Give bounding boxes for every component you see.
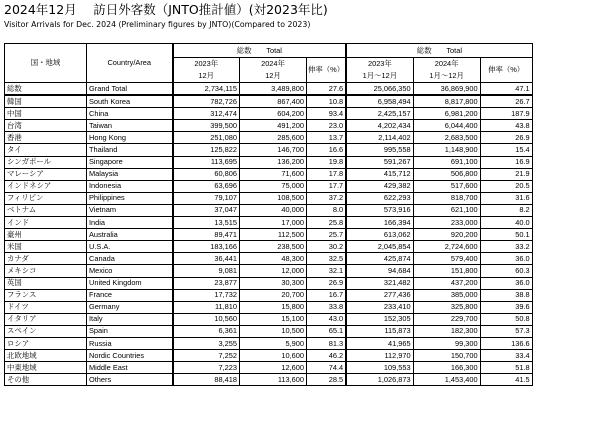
header-country-jp: 国・地域 [5,44,87,83]
dec-growth-value: 37.2 [307,192,347,204]
header-ytd-2023: 2023年 1月～12月 [346,58,413,83]
ytd-growth-value: 41.5 [480,374,532,386]
table-row [5,301,585,313]
dec-growth-value: 74.4 [307,362,347,374]
table-row [5,325,585,337]
dec-2024-value: 48,300 [240,253,307,265]
ytd-2023-value: 2,114,402 [346,132,413,144]
dec-2024-value: 5,900 [240,337,307,349]
table-row [5,144,585,156]
country-en: Philippines [87,192,173,204]
dec-growth-value: 65.1 [307,325,347,337]
dec-2024-value: 12,000 [240,265,307,277]
ytd-2023-value: 94,684 [346,265,413,277]
table-row [5,277,585,289]
country-jp: インドネシア [5,180,87,192]
dec-2023-value: 2,734,115 [173,83,240,96]
ytd-2023-value: 41,965 [346,337,413,349]
dec-growth-value: 81.3 [307,337,347,349]
country-jp: ロシア [5,337,87,349]
country-en: China [87,108,173,120]
ytd-2024-value: 325,800 [413,301,480,313]
dec-2024-value: 17,000 [240,217,307,229]
dec-2024-value: 40,000 [240,204,307,216]
ytd-2024-value: 437,200 [413,277,480,289]
ytd-2024-value: 36,869,900 [413,83,480,96]
dec-2024-value: 71,600 [240,168,307,180]
dec-growth-value: 32.1 [307,265,347,277]
ytd-growth-value: 43.8 [480,120,532,132]
country-en: Spain [87,325,173,337]
country-jp: ベトナム [5,204,87,216]
ytd-2024-value: 621,100 [413,204,480,216]
table-row [5,95,585,108]
country-jp: 豪州 [5,229,87,241]
dec-2023-value: 3,255 [173,337,240,349]
ytd-2024-value: 166,300 [413,362,480,374]
ytd-2023-value: 995,558 [346,144,413,156]
country-jp: フィリピン [5,192,87,204]
dec-2024-value: 30,300 [240,277,307,289]
country-jp: インド [5,217,87,229]
ytd-2023-value: 277,436 [346,289,413,301]
ytd-2023-value: 109,553 [346,362,413,374]
country-en: Indonesia [87,180,173,192]
dec-growth-value: 30.2 [307,241,347,253]
dec-2023-value: 89,471 [173,229,240,241]
ytd-2024-value: 1,453,400 [413,374,480,386]
dec-2024-value: 75,000 [240,180,307,192]
country-en: Nordic Countries [87,350,173,362]
ytd-2024-value: 182,300 [413,325,480,337]
dec-growth-value: 27.6 [307,83,347,96]
country-en: Singapore [87,156,173,168]
country-jp: 台湾 [5,120,87,132]
dec-growth-value: 33.8 [307,301,347,313]
table-row [5,229,585,241]
ytd-2023-value: 112,970 [346,350,413,362]
dec-2023-value: 183,166 [173,241,240,253]
country-en: Canada [87,253,173,265]
country-en: Vietnam [87,204,173,216]
country-en: Mexico [87,265,173,277]
header-group-month-total: 総数 Total [173,44,347,58]
dec-2024-value: 108,500 [240,192,307,204]
ytd-2023-value: 1,026,873 [346,374,413,386]
table-row [5,253,585,265]
dec-2023-value: 125,822 [173,144,240,156]
table-row [5,362,585,374]
ytd-2023-value: 115,873 [346,325,413,337]
country-en: France [87,289,173,301]
ytd-growth-value: 31.6 [480,192,532,204]
country-jp: 米国 [5,241,87,253]
dec-2024-value: 136,200 [240,156,307,168]
ytd-2023-value: 25,066,350 [346,83,413,96]
dec-2024-value: 10,500 [240,325,307,337]
country-jp: カナダ [5,253,87,265]
ytd-2023-value: 233,410 [346,301,413,313]
ytd-2024-value: 229,700 [413,313,480,325]
ytd-growth-value: 50.1 [480,229,532,241]
country-en: Taiwan [87,120,173,132]
ytd-2023-value: 622,293 [346,192,413,204]
ytd-2024-value: 691,100 [413,156,480,168]
dec-growth-value: 43.0 [307,313,347,325]
dec-2024-value: 112,500 [240,229,307,241]
ytd-2023-value: 2,425,157 [346,108,413,120]
dec-growth-value: 32.5 [307,253,347,265]
header-group-ytd-total: 総数 Total [346,44,532,58]
dec-2023-value: 37,047 [173,204,240,216]
ytd-2024-value: 1,148,900 [413,144,480,156]
dec-2023-value: 312,474 [173,108,240,120]
dec-2023-value: 9,081 [173,265,240,277]
dec-growth-value: 16.7 [307,289,347,301]
country-en: Malaysia [87,168,173,180]
table-row [5,204,585,216]
ytd-2024-value: 6,044,400 [413,120,480,132]
dec-growth-value: 8.0 [307,204,347,216]
table-row [5,168,585,180]
ytd-2024-value: 579,400 [413,253,480,265]
country-en: Germany [87,301,173,313]
ytd-growth-value: 57.3 [480,325,532,337]
table-row [5,180,585,192]
country-jp: タイ [5,144,87,156]
country-jp: フランス [5,289,87,301]
dec-2023-value: 60,806 [173,168,240,180]
ytd-growth-value: 187.9 [480,108,532,120]
country-jp: その他 [5,374,87,386]
dec-growth-value: 46.2 [307,350,347,362]
country-jp: マレーシア [5,168,87,180]
country-en: Russia [87,337,173,349]
dec-2024-value: 15,100 [240,313,307,325]
dec-2024-value: 10,600 [240,350,307,362]
ytd-2023-value: 166,394 [346,217,413,229]
ytd-growth-value: 21.9 [480,168,532,180]
header-country-en: Country/Area [87,44,173,83]
dec-2023-value: 17,732 [173,289,240,301]
dec-2024-value: 285,600 [240,132,307,144]
dec-2023-value: 13,515 [173,217,240,229]
country-jp: メキシコ [5,265,87,277]
header-ytd-growth: 伸率（%） [480,58,532,83]
country-en: Grand Total [87,83,173,96]
ytd-2024-value: 506,800 [413,168,480,180]
page-title: 2024年12月 訪日外客数（JNTO推計値）(対2023年比) [4,2,328,17]
dec-2023-value: 88,418 [173,374,240,386]
dec-2024-value: 491,200 [240,120,307,132]
dec-growth-value: 93.4 [307,108,347,120]
country-en: South Korea [87,95,173,108]
ytd-growth-value: 38.8 [480,289,532,301]
dec-growth-value: 25.7 [307,229,347,241]
ytd-2024-value: 2,724,600 [413,241,480,253]
ytd-2023-value: 415,712 [346,168,413,180]
ytd-2023-value: 591,267 [346,156,413,168]
header-month-growth: 伸率（%） [307,58,347,83]
ytd-growth-value: 16.9 [480,156,532,168]
ytd-2023-value: 613,062 [346,229,413,241]
country-en: Thailand [87,144,173,156]
ytd-growth-value: 26.7 [480,95,532,108]
header-month-2023: 2023年 12月 [173,58,240,83]
dec-growth-value: 26.9 [307,277,347,289]
ytd-2024-value: 8,817,800 [413,95,480,108]
dec-2023-value: 10,560 [173,313,240,325]
ytd-2023-value: 6,958,494 [346,95,413,108]
dec-2023-value: 113,695 [173,156,240,168]
table-row [5,132,585,144]
dec-2023-value: 79,107 [173,192,240,204]
ytd-growth-value: 136.6 [480,337,532,349]
dec-2024-value: 146,700 [240,144,307,156]
dec-growth-value: 10.8 [307,95,347,108]
country-en: Australia [87,229,173,241]
ytd-growth-value: 50.8 [480,313,532,325]
dec-2023-value: 11,810 [173,301,240,313]
header-ytd-2024: 2024年 1月～12月 [413,58,480,83]
ytd-growth-value: 36.0 [480,277,532,289]
dec-2023-value: 23,877 [173,277,240,289]
ytd-2023-value: 2,045,854 [346,241,413,253]
ytd-2024-value: 385,000 [413,289,480,301]
dec-growth-value: 13.7 [307,132,347,144]
ytd-2024-value: 920,200 [413,229,480,241]
country-en: Hong Kong [87,132,173,144]
ytd-2024-value: 6,981,200 [413,108,480,120]
dec-2024-value: 12,600 [240,362,307,374]
table-row [5,108,585,120]
table-row [5,265,585,277]
ytd-2023-value: 429,382 [346,180,413,192]
ytd-growth-value: 60.3 [480,265,532,277]
table-row [5,192,585,204]
dec-2023-value: 7,223 [173,362,240,374]
table-row [5,350,585,362]
country-jp: シンガポール [5,156,87,168]
country-jp: 香港 [5,132,87,144]
dec-growth-value: 25.8 [307,217,347,229]
table-row [5,83,585,96]
ytd-growth-value: 20.5 [480,180,532,192]
table-row [5,337,585,349]
country-jp: 総数 [5,83,87,96]
country-jp: スペイン [5,325,87,337]
page-subtitle: Visitor Arrivals for Dec. 2024 (Preliminary figures by JNTO)(Compared to 2023) [4,20,311,29]
dec-2024-value: 867,400 [240,95,307,108]
dec-2023-value: 7,252 [173,350,240,362]
country-jp: 韓国 [5,95,87,108]
country-jp: イタリア [5,313,87,325]
country-jp: 英国 [5,277,87,289]
ytd-2023-value: 152,305 [346,313,413,325]
dec-2024-value: 113,600 [240,374,307,386]
dec-2023-value: 399,500 [173,120,240,132]
dec-growth-value: 17.7 [307,180,347,192]
table-row [5,217,585,229]
country-en: India [87,217,173,229]
country-jp: 北欧地域 [5,350,87,362]
dec-2023-value: 63,696 [173,180,240,192]
dec-2024-value: 238,500 [240,241,307,253]
dec-growth-value: 19.8 [307,156,347,168]
table-row [5,313,585,325]
country-en: Others [87,374,173,386]
ytd-growth-value: 47.1 [480,83,532,96]
ytd-2024-value: 233,000 [413,217,480,229]
country-jp: 中国 [5,108,87,120]
table-row [5,241,585,253]
ytd-growth-value: 33.2 [480,241,532,253]
ytd-2023-value: 4,202,434 [346,120,413,132]
ytd-2024-value: 2,683,500 [413,132,480,144]
ytd-2024-value: 150,700 [413,350,480,362]
ytd-2023-value: 425,874 [346,253,413,265]
ytd-growth-value: 51.8 [480,362,532,374]
table-row [5,156,585,168]
ytd-2024-value: 99,300 [413,337,480,349]
dec-2023-value: 251,080 [173,132,240,144]
country-en: U.S.A. [87,241,173,253]
ytd-growth-value: 39.6 [480,301,532,313]
ytd-growth-value: 33.4 [480,350,532,362]
header-month-2024: 2024年 12月 [240,58,307,83]
dec-2024-value: 15,800 [240,301,307,313]
dec-growth-value: 28.5 [307,374,347,386]
ytd-2024-value: 818,700 [413,192,480,204]
ytd-2024-value: 151,800 [413,265,480,277]
ytd-growth-value: 40.0 [480,217,532,229]
country-jp: 中東地域 [5,362,87,374]
dec-2024-value: 604,200 [240,108,307,120]
dec-2024-value: 3,489,800 [240,83,307,96]
ytd-growth-value: 8.2 [480,204,532,216]
dec-growth-value: 23.0 [307,120,347,132]
dec-2023-value: 36,441 [173,253,240,265]
ytd-growth-value: 15.4 [480,144,532,156]
country-jp: ドイツ [5,301,87,313]
country-en: Middle East [87,362,173,374]
country-en: United Kingdom [87,277,173,289]
dec-2023-value: 782,726 [173,95,240,108]
table-row [5,120,585,132]
dec-growth-value: 16.6 [307,144,347,156]
ytd-2024-value: 517,600 [413,180,480,192]
dec-2023-value: 6,361 [173,325,240,337]
ytd-2023-value: 573,916 [346,204,413,216]
dec-growth-value: 17.8 [307,168,347,180]
table-row [5,374,585,386]
table-row [5,289,585,301]
ytd-2023-value: 321,482 [346,277,413,289]
dec-2024-value: 20,700 [240,289,307,301]
country-en: Italy [87,313,173,325]
ytd-growth-value: 36.0 [480,253,532,265]
ytd-growth-value: 26.9 [480,132,532,144]
arrivals-table [4,43,585,386]
